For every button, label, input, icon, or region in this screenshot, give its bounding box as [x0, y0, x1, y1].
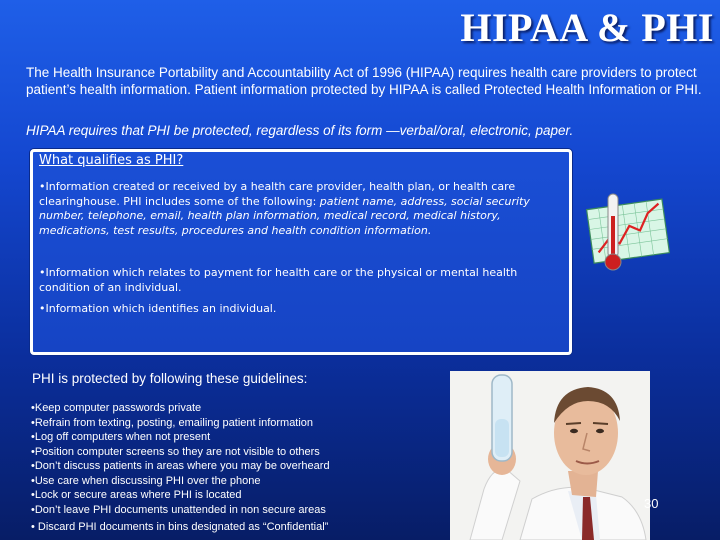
guideline-item: •Position computer screens so they are not visible to others — [31, 445, 320, 458]
phi-item-payment: •Information which relates to payment for health care or the physical or mental health condition of an individual. — [39, 266, 518, 294]
slide-title: HIPAA & PHI — [460, 5, 714, 50]
guideline-item: •Don’t leave PHI documents unattended in non secure areas — [31, 503, 326, 516]
guideline-item: •Lock or secure areas where PHI is located — [31, 489, 242, 501]
guideline-item: •Keep computer passwords private — [31, 402, 202, 414]
phi-item-created-text: •Information created or received by a health care provider, health plan, or health care clearinghouse. PHI includes some of the following: — [39, 180, 516, 208]
guideline-item: •Use care when discussing PHI over the phone — [31, 474, 261, 487]
intro-requirement: HIPAA requires that PHI be protected, regardless of its form —verbal/oral, electronic, paper. — [26, 123, 574, 138]
phi-qualifies-box — [30, 149, 572, 355]
guideline-item: •Log off computers when not present — [31, 431, 211, 443]
phi-item-examples: patient name, address, social security number, telephone, email, health plan information, medical record, medical history, medications, test results, procedures and health condition information. — [39, 194, 530, 237]
phi-item-created — [39, 180, 563, 238]
guideline-item: •Don’t discuss patients in areas where you may be overheard — [31, 460, 330, 472]
intro-paragraph: The Health Insurance Portability and Accountability Act of 1996 (HIPAA) requires health care providers to protect patient’s health information. Patient information protected by HIPAA is called Protected Health Information or PHI. — [26, 65, 702, 97]
phi-box-heading: What qualifies as PHI? — [39, 153, 184, 168]
phi-item-identifies: •Information which identifies an individual. — [39, 302, 277, 315]
page-number: 30 — [644, 496, 659, 511]
guidelines-list — [31, 401, 451, 535]
guideline-item: •Refrain from texting, posting, emailing patient information — [31, 416, 314, 429]
doctor-with-test-tube-photo — [450, 371, 650, 540]
thermometer-chart-icon — [584, 186, 674, 276]
guideline-item: • Discard PHI documents in bins designated as “Confidential” — [31, 521, 329, 533]
guidelines-heading: PHI is protected by following these guidelines: — [32, 371, 308, 386]
doctor-photo — [450, 371, 650, 540]
